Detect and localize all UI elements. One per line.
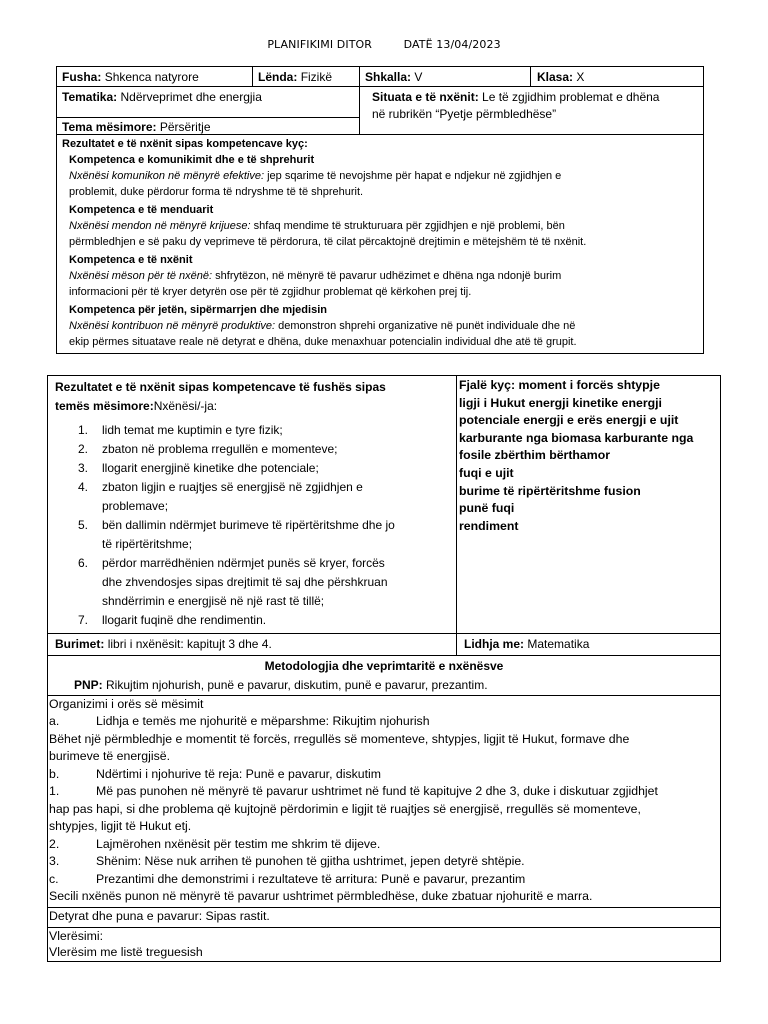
field-results-list (50, 421, 450, 630)
tema-cell (62, 119, 211, 135)
list-item: 5. bën dallimin ndërmjet burimeve të ripërtëritshme dhe jo të ripërtëritshme; (78, 518, 395, 551)
list-item: 2. zbaton në problema rregullën e momenteve; (78, 442, 338, 456)
shkalla-cell (365, 69, 422, 85)
org-text: hap pas hapi, si dhe problema që kujtojnë përdorimin e ligjit të ruajtjes së energjisë, rregullës së momenteve, (49, 802, 641, 816)
methodology-title: Metodologjia dhe veprimtaritë e nxënësve (264, 659, 504, 673)
competences-section (62, 136, 698, 152)
situata-label: Situata e të nxënit: (372, 90, 479, 104)
situata-cell (372, 89, 659, 123)
competence-title: Kompetenca për jetën, sipërmarrjen dhe mjedisin (69, 304, 327, 316)
org-text: Lidhja e temës me njohuritë e mëparshme: Rikujtim njohurish (96, 714, 430, 728)
lenda-cell (258, 69, 332, 85)
competence-line: ekip përmes situatave reale në detyrat e dhëna, duke menaxhuar potencialin individual dhe atë të grupit. (69, 336, 577, 348)
keyword-line: karburante nga biomasa karburante nga (459, 430, 694, 445)
klasa-label: Klasa: (537, 70, 574, 84)
org-marker: b. (49, 767, 60, 781)
page-title (0, 38, 768, 51)
competence-italic: Nxënësi mëson për të nxënë: (69, 270, 213, 282)
list-item: 7. llogarit fuqinë dhe rendimentin. (78, 613, 267, 627)
lenda-label: Lënda: (258, 70, 298, 84)
keyword-line: Fjalë kyç: moment i forcës shtypje (459, 378, 660, 392)
plan-date: DATË 13/04/2023 (403, 38, 501, 51)
connection-label: Lidhja me: (464, 637, 525, 651)
competence-line: demonstron shprehi organizative në punët individuale dhe në (278, 320, 576, 332)
org-text: burimeve të energjisë. (49, 749, 170, 763)
org-marker: c. (49, 872, 59, 886)
list-item: 4. zbaton ligjin e ruajtjes së energjisë në zgjidhjen e problemave; (78, 480, 363, 513)
org-heading: Organizimi i orës së mësimit (49, 697, 204, 711)
evaluation-value: Vlerësim me listë treguesish (49, 945, 203, 959)
org-text: Prezantimi dhe demonstrimi i rezultateve të arritura: Punë e pavarur, prezantim (96, 872, 526, 886)
homework-line: Detyrat dhe puna e pavarur: Sipas rastit. (49, 909, 270, 923)
tematika-cell (62, 89, 262, 105)
competence-title: Kompetenca e të menduarit (69, 204, 214, 216)
pnp-value: Rikujtim njohurish, punë e pavarur, diskutim, punë e pavarur, prezantim. (106, 678, 488, 692)
list-item: 1. lidh temat me kuptimin e tyre fizik; (78, 423, 283, 437)
klasa-cell (537, 69, 584, 85)
shkalla-value: V (414, 70, 423, 84)
keyword-line: punë fuqi (459, 501, 515, 516)
competence-italic: Nxënësi mendon në mënyrë krijuese: (69, 220, 251, 232)
competence-line: jep sqarime të nevojshme për hapat e ndjekur në zgjidhjen e (267, 170, 562, 182)
competence-line: përmbledhjen e së paku dy veprimeve të përdorura, të cilat përcaktojnë drejtimin e mëtejshëm të të nxënit. (69, 236, 587, 248)
competence-line: problemit, duke përdorur forma të ndryshme të të shprehurit. (69, 186, 364, 198)
field-results-heading-1: Rezultatet e të nxënit sipas kompetencave të fushës sipas (55, 380, 386, 394)
tema-value: Përsëritje (159, 120, 211, 134)
klasa-value: X (576, 70, 585, 84)
tema-label: Tema mësimore: (62, 120, 157, 134)
competence-4 (69, 302, 699, 350)
competence-italic: Nxënësi komunikon në mënyrë efektive: (69, 170, 265, 182)
org-marker: 3. (49, 854, 60, 868)
field-results-heading (55, 378, 450, 416)
org-text: Shënim: Nëse nuk arrihen të punohen të gjitha ushtrimet, jepen detyrë shtëpie. (96, 854, 525, 868)
org-text: Ndërtimi i njohurive të reja: Punë e pavarur, diskutim (96, 767, 382, 781)
competence-italic: Nxënësi kontribuon në mënyrë produktive: (69, 320, 276, 332)
fusha-value: Shkenca natyrore (104, 70, 199, 84)
lenda-value: Fizikë (300, 70, 333, 84)
competence-title: Kompetenca e të nxënit (69, 254, 193, 266)
org-text: Bëhet një përmbledhje e momentit të forcës, rregullës së momenteve, shtypjes, ligjit të Hukut, formave dhe (49, 732, 630, 746)
keyword-line: fosile zbërthim bërthamor (459, 448, 611, 463)
field-results-heading-2: temës mësimore: (55, 399, 154, 413)
list-item: 3. llogarit energjinë kinetike dhe potenciale; (78, 461, 319, 475)
keyword-line: potenciale energji e erës energji e ujit (459, 413, 679, 428)
keyword-line: fuqi e ujit (459, 465, 514, 480)
situata-value-2: në rubrikën “Pyetje përmbledhëse” (372, 107, 557, 121)
keyword-line: ligji i Hukut energji kinetike energji (459, 395, 662, 410)
tematika-label: Tematika: (62, 90, 118, 104)
org-text: shtypjes, ligjit të Hukut etj. (49, 819, 192, 833)
shkalla-label: Shkalla: (365, 70, 412, 84)
keyword-line: rendiment (459, 518, 519, 533)
org-text: Më pas punohen në mënyrë të pavarur ushtrimet në fund të kapitujve 2 dhe 3, duke i diskutuar zgjidhjet (96, 784, 658, 798)
fusha-cell (62, 69, 199, 85)
pnp-label: PNP: (74, 678, 103, 692)
competence-2 (69, 202, 699, 250)
org-marker: 2. (49, 837, 60, 851)
org-text: Secili nxënës punon në mënyrë të pavarur ushtrimet përmbledhëse, duke zbatuar njohuritë e marra. (49, 889, 593, 903)
competence-3 (69, 252, 699, 300)
org-text: Lajmërohen nxënësit për testim me shkrim të dijeve. (96, 837, 381, 851)
fusha-label: Fusha: (62, 70, 102, 84)
competence-line: shfrytëzon, në mënyrë të pavarur udhëzimet e dhëna nga ndonjë burim (215, 270, 562, 282)
competence-line: shfaq mendime të strukturuara për zgjidhjen e një problemi, bën (253, 220, 565, 232)
connection-cell (464, 636, 589, 652)
competence-line: informacioni për të kryer detyrën ose për të zgjidhur problemat që kërkohen prej tij. (69, 286, 472, 298)
competence-title: Kompetenca e komunikimit dhe e të shprehurit (69, 154, 315, 166)
competences-heading: Rezultatet e të nxënit sipas kompetencave kyç: (62, 138, 308, 150)
connection-value: Matematika (527, 637, 590, 651)
org-marker: 1. (49, 784, 60, 798)
keywords-cell (459, 377, 717, 535)
pnp-line (74, 677, 488, 693)
list-item: 6. përdor marrëdhënien ndërmjet punës së kryer, forcës dhe zhvendosjes sipas drejtimit të saj dhe përshkruan shndërrimin e energjisë në një rast të tillë; (78, 556, 388, 608)
plan-title: PLANIFIKIMI DITOR (267, 38, 373, 51)
field-results-student: Nxënësi/-ja: (153, 399, 218, 413)
evaluation-label: Vlerësimi: (49, 929, 103, 943)
resources-value: libri i nxënësit: kapitujt 3 dhe 4. (107, 637, 272, 651)
resources-cell (55, 636, 272, 652)
resources-label: Burimet: (55, 637, 105, 651)
tematika-value: Ndërveprimet dhe energjia (120, 90, 262, 104)
situata-value-1: Le të zgjidhim problemat e dhëna (482, 90, 660, 104)
competence-1 (69, 152, 699, 200)
keyword-line: burime të ripërtëritshme fusion (459, 483, 641, 498)
org-marker: a. (49, 714, 60, 728)
